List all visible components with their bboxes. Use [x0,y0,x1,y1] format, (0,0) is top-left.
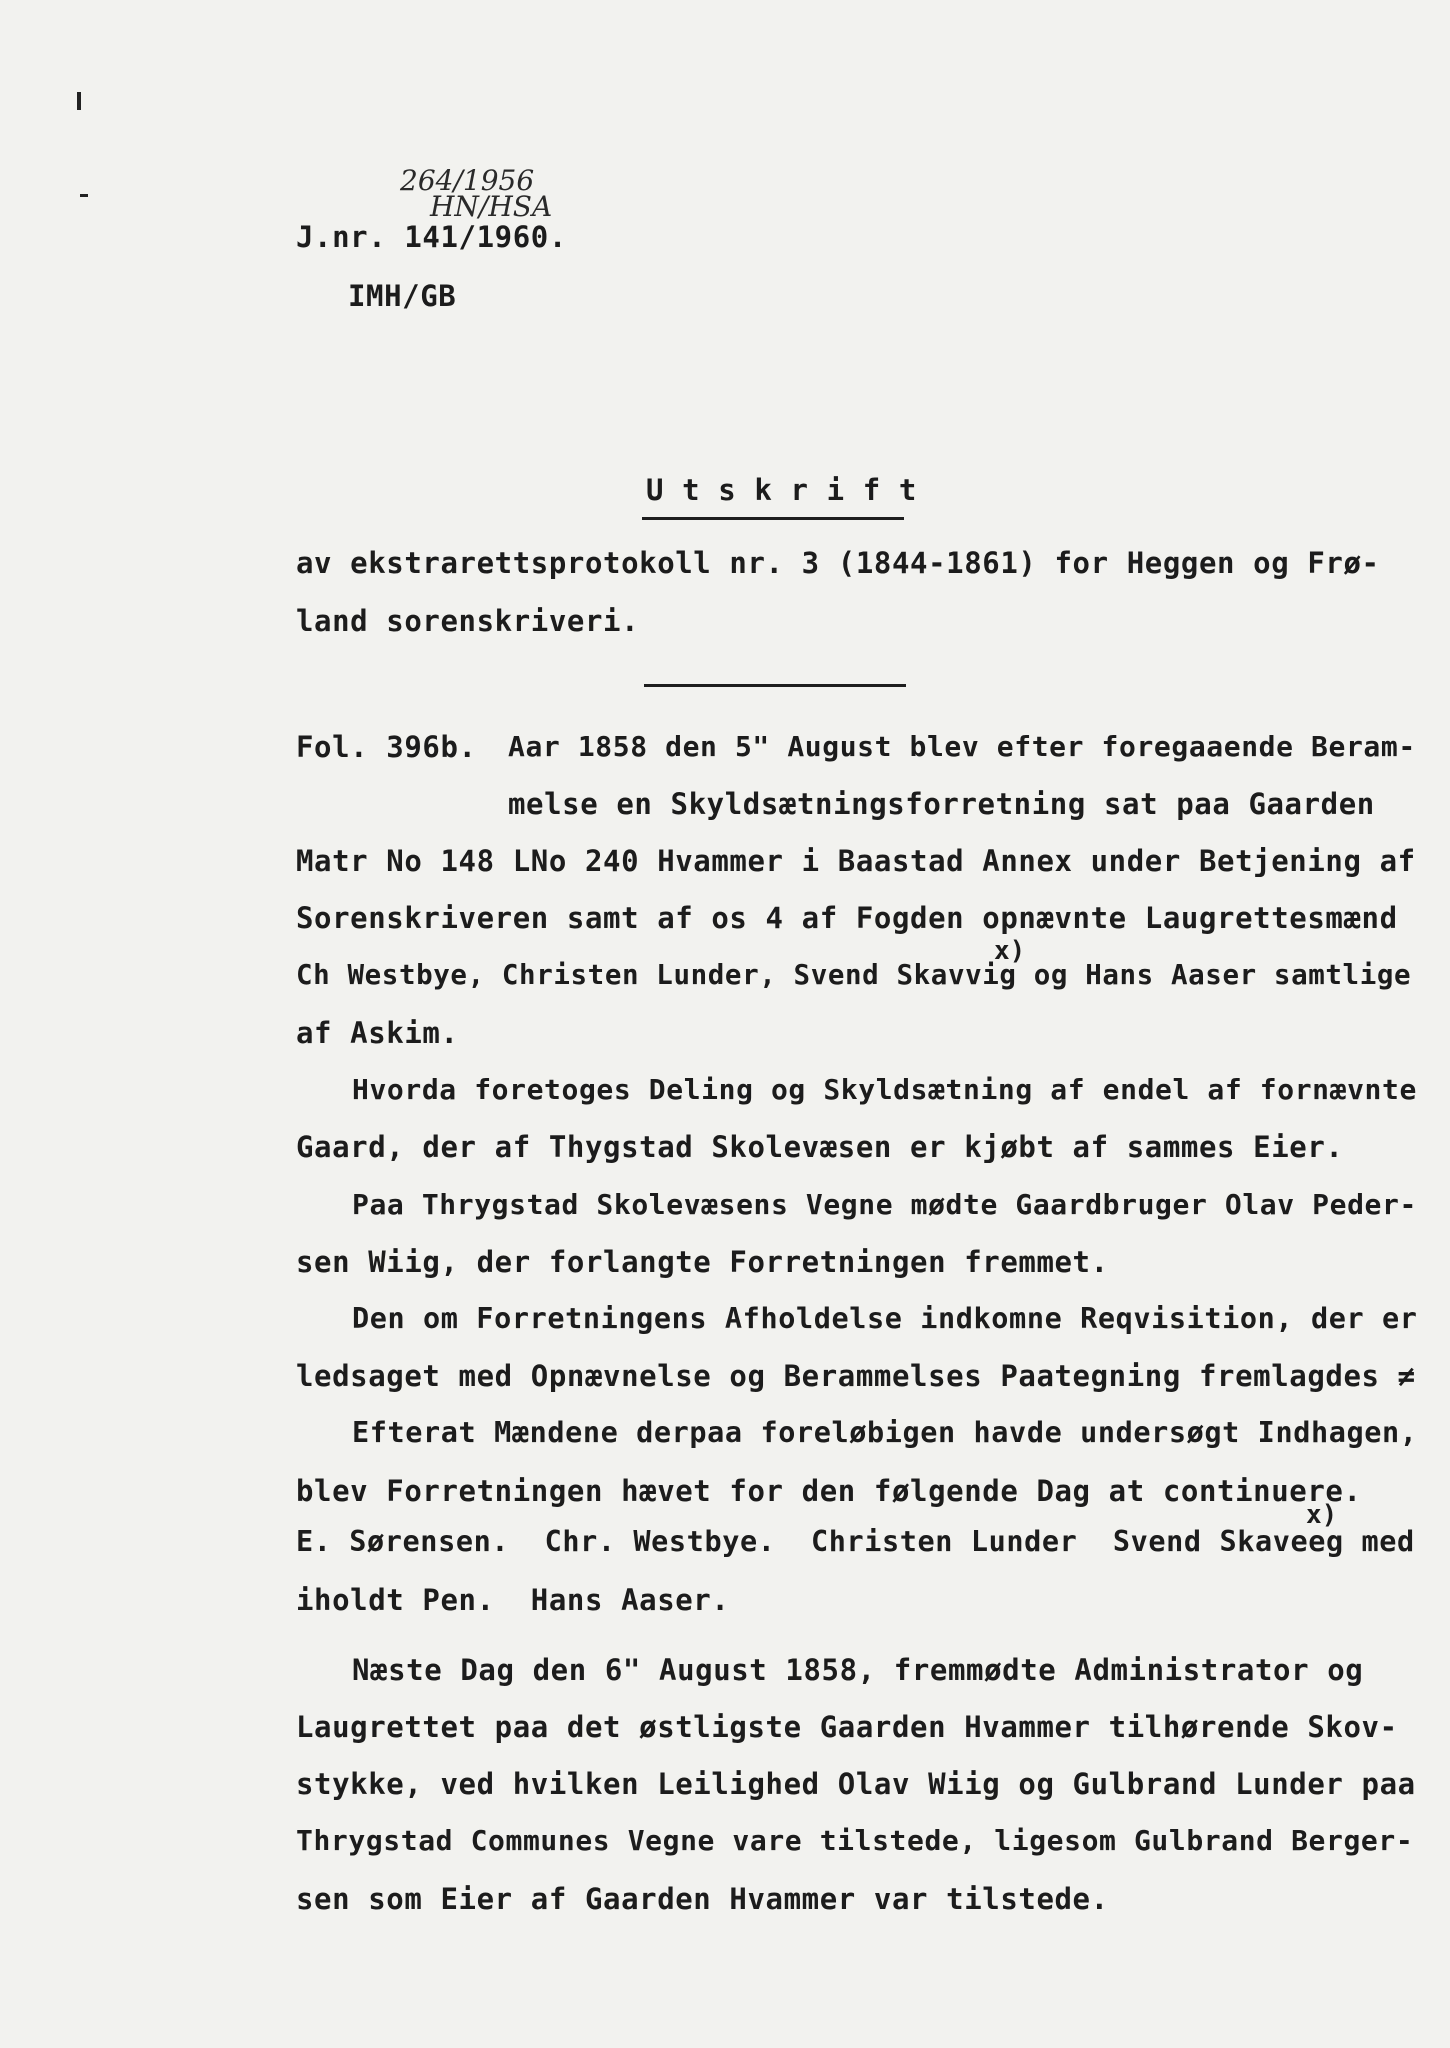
body-line-4: Sorenskriveren samt af os 4 af Fogden opnævnte Laugrettesmænd [296,901,1398,935]
body-line-11: Den om Forretningens Afholdelse indkomne Reqvisition, der er [352,1302,1418,1335]
body-line-14: blev Forretningen hævet for den følgende Dag at continuere. [296,1474,1362,1508]
body-line-3: Matr No 148 LNo 240 Hvammer i Baastad Annex under Betjening af [296,844,1416,878]
body-line-10: sen Wiig, der forlangte Forretningen fremmet. [296,1245,1109,1279]
body-line-16: iholdt Pen. Hans Aaser. [296,1583,730,1617]
handwritten-initials: HN/HSA [430,190,553,223]
body-line-9: Paa Thrygstad Skolevæsens Vegne mødte Gaardbruger Olav Peder- [352,1188,1417,1221]
body-line-1: Aar 1858 den 5" August blev efter foregaaende Beram- [508,730,1416,763]
body-line-5: Ch Westbye, Christen Lunder, Svend Skavvig og Hans Aaser samtlige [296,959,1412,991]
section-divider [644,684,906,687]
body-line-12: ledsaget med Opnævnelse og Berammelses Paategning fremlagdes ≠ [296,1359,1416,1393]
body-line-13: Efterat Mændene derpaa foreløbigen havde undersøgt Indhagen, [352,1416,1418,1449]
title-underline [642,517,904,520]
margin-speck [80,194,88,197]
body-line-8: Gaard, der af Thygstad Skolevæsen er kjøbt af sammes Eier. [296,1130,1344,1164]
body-line-2: melse en Skyldsætningsforretning sat paa Gaarden [508,787,1375,821]
body-line-17: Næste Dag den 6" August 1858, fremmødte Administrator og [352,1653,1364,1687]
body-line-18: Laugrettet paa det østligste Gaarden Hvammer tilhørende Skov- [296,1710,1398,1744]
handwritten-case-number: 264/1956 [400,164,535,197]
document-title: U t s k r i f t [646,473,917,507]
body-line-20: Thrygstad Communes Vegne vare tilstede, ligesom Gulbrand Berger- [296,1824,1414,1857]
body-line-15: E. Sørensen. Chr. Westbye. Christen Lunder Svend Skaveeg med [296,1525,1415,1558]
body-line-6: af Askim. [296,1016,459,1050]
body-line-19: stykke, ved hvilken Leilighed Olav Wiig og Gulbrand Lunder paa [296,1767,1416,1801]
subtitle-line-2: land sorenskriveri. [296,604,640,638]
footnote-mark-2: x) [1306,1500,1338,1530]
journal-number: J.nr. 141/1960. [296,220,567,254]
body-line-21: sen som Eier af Gaarden Hvammer var tilstede. [296,1882,1109,1916]
initials: IMH/GB [348,279,457,313]
footnote-mark-1: x) [994,936,1026,966]
subtitle-line-1: av ekstrarettsprotokoll nr. 3 (1844-1861) for Heggen og Frø- [296,546,1380,580]
folio-reference: Fol. 396b. [296,730,477,764]
body-line-7: Hvorda foretoges Deling og Skyldsætning af endel af fornævnte [352,1073,1417,1106]
margin-speck [77,92,81,110]
